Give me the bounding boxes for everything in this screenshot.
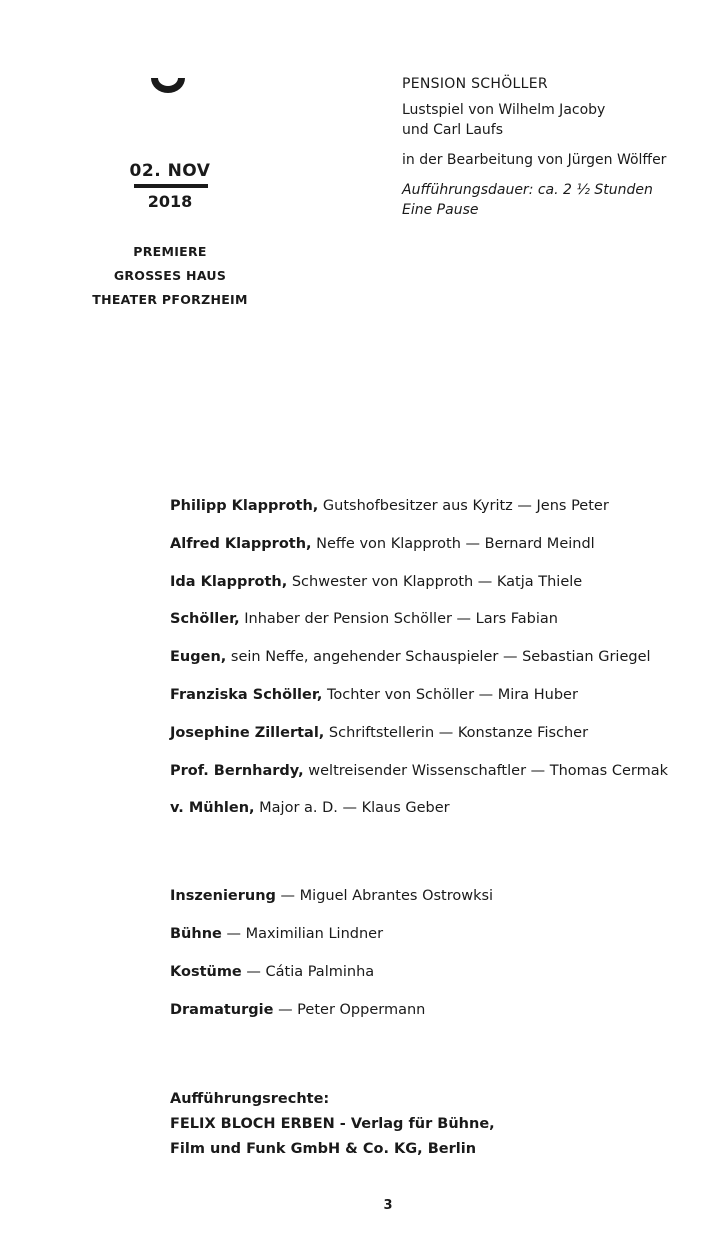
cast-row xyxy=(170,570,710,608)
character-name: v. Mühlen, xyxy=(170,800,255,817)
play-title: PENSION SCHÖLLER xyxy=(402,76,548,92)
crew-person: — Peter Oppermann xyxy=(273,1002,426,1018)
creative-team-list xyxy=(170,884,710,1036)
character-description: weltreisender Wissenschaftler — Thomas Cermak xyxy=(303,762,668,779)
play-subtitle-line2: und Carl Laufs xyxy=(402,122,504,138)
cast-row xyxy=(170,683,710,721)
cast-row xyxy=(170,759,710,797)
cast-list xyxy=(170,494,710,834)
venue-block xyxy=(80,240,260,312)
character-name: Josephine Zillertal, xyxy=(170,724,325,741)
production-info xyxy=(402,74,712,220)
play-subtitle-line1: Lustspiel von Wilhelm Jacoby xyxy=(402,102,606,118)
character-description: Schwester von Klapproth — Katja Thiele xyxy=(287,573,583,590)
stage-name: GROSSES HAUS xyxy=(113,268,227,283)
crew-person: — Miguel Abrantes Ostrowksi xyxy=(275,888,494,904)
premiere-date xyxy=(120,158,220,216)
character-name: Philipp Klapproth, xyxy=(170,498,319,514)
character-description: Gutshofbesitzer aus Kyritz — Jens Peter xyxy=(318,498,609,514)
premiere-label: PREMIERE xyxy=(133,244,207,259)
premiere-day: 02. NOV xyxy=(129,161,211,181)
character-description: sein Neffe, angehender Schauspieler — Sebastian Griegel xyxy=(226,649,651,666)
rights-heading: Aufführungsrechte: xyxy=(170,1091,330,1107)
cast-row xyxy=(170,645,710,683)
character-description: Inhaber der Pension Schöller — Lars Fabian xyxy=(239,611,558,628)
character-description: Major a. D. — Klaus Geber xyxy=(254,800,450,817)
rights-publisher-line1: FELIX BLOCH ERBEN - Verlag für Bühne, xyxy=(170,1116,495,1132)
duration-info: Aufführungsdauer: ca. 2 ½ Stunden xyxy=(402,182,653,198)
character-name: Eugen, xyxy=(170,649,227,666)
cast-row xyxy=(170,607,710,645)
rights-publisher-line2: Film und Funk GmbH & Co. KG, Berlin xyxy=(170,1141,477,1157)
crew-person: — Maximilian Lindner xyxy=(221,926,384,942)
theater-logo-icon xyxy=(148,78,188,100)
cast-row xyxy=(170,494,710,532)
crew-row xyxy=(170,922,710,960)
crew-role: Kostüme xyxy=(170,964,242,980)
character-description: Neffe von Klapproth — Bernard Meindl xyxy=(311,535,595,552)
crew-role: Bühne xyxy=(170,926,222,942)
character-name: Ida Klapproth, xyxy=(170,573,288,590)
character-name: Schöller, xyxy=(170,611,240,628)
premiere-year: 2018 xyxy=(147,192,193,211)
crew-row xyxy=(170,998,710,1036)
page-number: 3 xyxy=(383,1198,393,1213)
crew-row xyxy=(170,884,710,922)
crew-row xyxy=(170,960,710,998)
performance-rights xyxy=(170,1087,690,1162)
crew-role: Inszenierung xyxy=(170,888,276,904)
crew-person: — Cátia Palminha xyxy=(241,964,375,980)
cast-row xyxy=(170,721,710,759)
cast-row xyxy=(170,796,710,834)
character-name: Alfred Klapproth, xyxy=(170,535,312,552)
character-name: Franziska Schöller, xyxy=(170,686,323,703)
cast-row xyxy=(170,532,710,570)
theater-name: THEATER PFORZHEIM xyxy=(92,292,248,307)
character-description: Tochter von Schöller — Mira Huber xyxy=(322,686,578,703)
pause-info: Eine Pause xyxy=(402,202,479,218)
character-description: Schriftstellerin — Konstanze Fischer xyxy=(324,724,589,741)
adaptation-credit: in der Bearbeitung von Jürgen Wölffer xyxy=(402,152,667,168)
character-name: Prof. Bernhardy, xyxy=(170,762,304,779)
crew-role: Dramaturgie xyxy=(170,1002,274,1018)
